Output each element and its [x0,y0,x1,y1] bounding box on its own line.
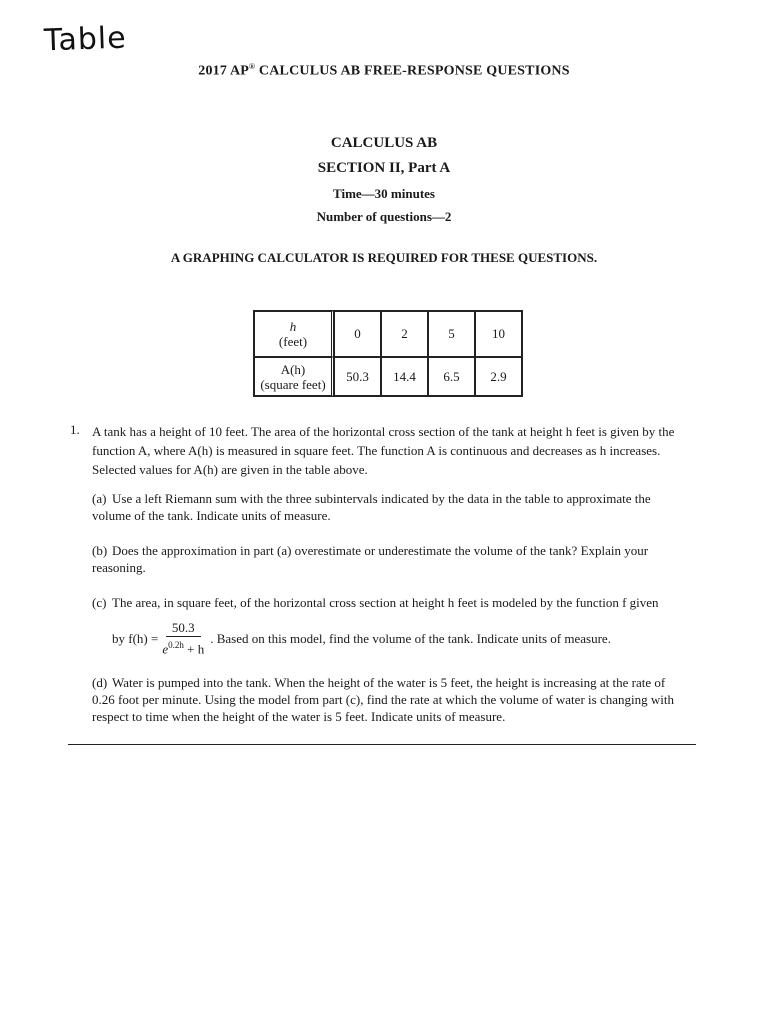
table-cell: 2 [381,311,428,357]
header-var: A(h) [280,361,306,377]
table-cell: 14.4 [381,357,428,396]
part-text: Water is pumped into the tank. When the height of the water is 5 feet, the height is increasing at the rate of 0.26 foot per minute. Using the model from part (c), find the rate at which the volume of water is changing with respect to time when the height of the water is 5 feet. Indicate units of measure. [92,675,674,724]
part-label: (d) [92,675,108,690]
table-row [254,357,522,396]
time-limit: Time—30 minutes [333,186,435,201]
fraction [162,620,204,657]
course-title: CALCULUS AB [330,135,438,151]
data-table [253,310,523,397]
part-b [92,542,682,576]
calculator-notice: A GRAPHING CALCULATOR IS REQUIRED FOR THESE QUESTIONS. [170,250,598,265]
question-count: Number of questions—2 [316,209,452,224]
part-c [92,594,682,611]
part-label: (a) [92,491,107,506]
formula-prefix: by f(h) = [112,630,159,646]
header-suffix: CALCULUS AB FREE-RESPONSE QUESTIONS [255,63,570,79]
part-text: Use a left Riemann sum with the three subintervals indicated by the data in the table to approximate the volume of the tank. Indicate units of measure. [92,491,651,523]
header-prefix: 2017 AP [198,63,250,79]
part-text: The area, in square feet, of the horizontal cross section at height h feet is modeled by the function f given [112,595,659,610]
table-cell: 2.9 [475,357,522,396]
part-label: (b) [92,543,108,558]
row-header-h [254,311,334,357]
question-number: 1. [70,422,80,437]
part-a [92,490,682,524]
horizontal-rule [68,744,696,745]
registered-mark: ® [249,62,256,71]
row-header-area [254,357,334,396]
handwritten-annotation: Table [43,20,128,59]
fraction-denominator [162,637,204,657]
den-tail: + h [187,641,205,657]
table-cell: 10 [475,311,522,357]
header-unit: (square feet) [260,376,326,392]
page-header [0,62,768,80]
table-cell: 0 [334,311,381,357]
table-cell: 50.3 [334,357,381,396]
header-var: h [289,319,297,334]
den-base: e [162,641,169,657]
section-title: SECTION II, Part A [317,160,451,176]
table-cell: 6.5 [428,357,475,396]
den-exponent: 0.2h [168,640,184,650]
part-text: Does the approximation in part (a) overestimate or underestimate the volume of the tank? Explain your reasoning. [92,543,649,575]
part-label: (c) [92,595,107,610]
fraction-numerator: 50.3 [166,620,201,637]
table-row [254,311,522,357]
formula-suffix: . Based on this model, find the volume of the tank. Indicate units of measure. [210,630,611,646]
table-cell: 5 [428,311,475,357]
question-intro: A tank has a height of 10 feet. The area of the horizontal cross section of the tank at height h feet is given by the function A, where A(h) is measured in square feet. The function A is continuous and decreases as h increases. Selected values for A(h) are given in the table above. [92,424,675,477]
formula-line [112,620,611,657]
header-unit: (feet) [278,334,308,349]
part-d [92,674,682,725]
